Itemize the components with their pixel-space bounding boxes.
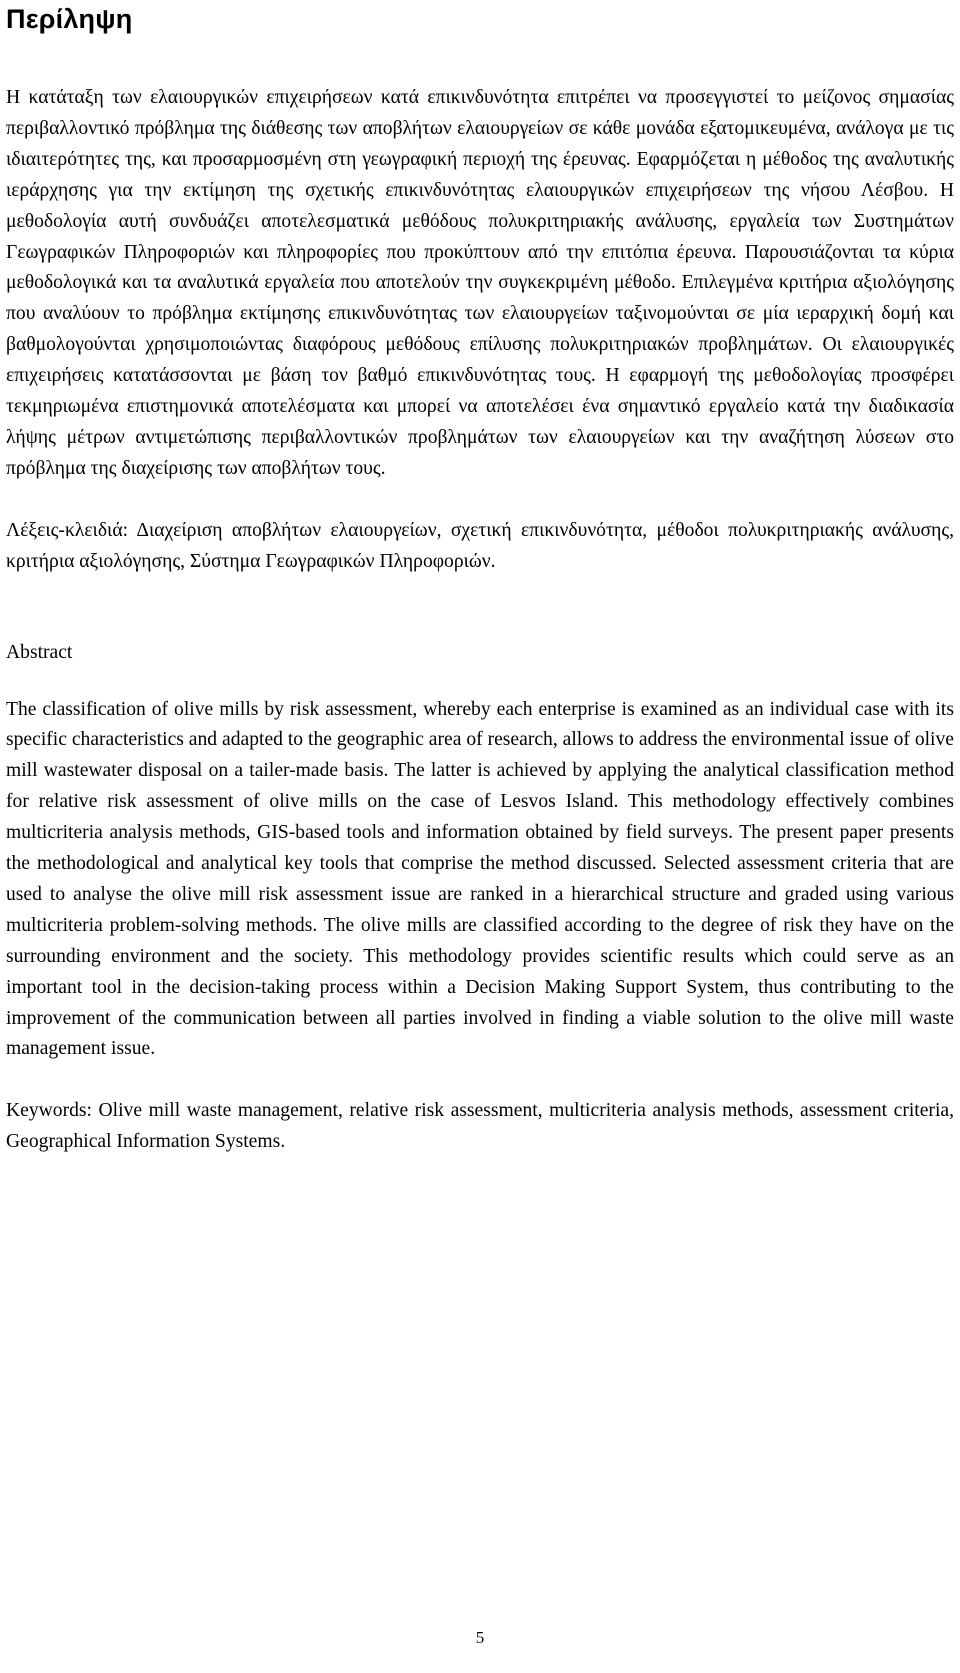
english-abstract-text: The classification of olive mills by risk assessment, whereby each enterprise is examined as an individual case with its specific characteristics and adapted to the geographic area of research, allows to address the environmental issue of olive mill wastewater disposal on a tailer-made basis. The latter is achieved by applying the analytical classification method for relative risk assessment of olive mills on the case of Lesvos Island. This methodology effectively combines multicriteria analysis methods, GIS-based tools and information obtained by field surveys. The present paper presents the methodological and analytical key tools that comprise the method discussed. Selected assessment criteria that are used to analyse the olive mill risk assessment issue are ranked in a hierarchical structure and graded using various multicriteria problem-solving methods. The olive mills are classified according to the degree of risk they have on the surrounding environment and the society. This methodology provides scientific results which could serve as an important tool in the decision-taking process within a Decision Making Support System, thus contributing to the improvement of the communication between all parties involved in finding a viable solution to the olive mill waste management issue. [6,698,954,1060]
english-abstract-heading: Abstract [6,641,73,663]
greek-abstract-text: Η κατάταξη των ελαιουργικών επιχειρήσεων κατά επικινδυνότητα επιτρέπει να προσεγγιστεί το μείζονος σημασίας περιβαλλοντικό πρόβλημα της διάθεσης των αποβλήτων ελαιουργείων σε κάθε μονάδα εξατομικευμένα, ανάλογα με τις ιδιαιτερότητες της, και προσαρμοσμένη στη γεωγραφική περιοχή της έρευνας. Εφαρμόζεται η μέθοδος της αναλυτικής ιεράρχησης για την εκτίμηση της σχετικής επικινδυνότητας ελαιουργικών επιχειρήσεων της νήσου Λέσβου. Η μεθοδολογία αυτή συνδυάζει αποτελεσματικά μεθόδους πολυκριτηριακής ανάλυσης, εργαλεία των Συστημάτων Γεωγραφικών Πληροφοριών και πληροφορίες που προκύπτουν από την επιτόπια έρευνα. Παρουσιάζονται τα κύρια μεθοδολογικά και τα αναλυτικά εργαλεία που αποτελούν την συγκεκριμένη μέθοδο. Επιλεγμένα κριτήρια αξιολόγησης που αναλύουν το πρόβλημα εκτίμησης επικινδυνότητας των ελαιουργείων ταξινομούνται σε μία ιεραρχική δομή και βαθμολογούνται χρησιμοποιώντας διαφόρους μεθόδους επίλυσης πολυκριτηριακών προβλημάτων. Οι ελαιουργικές επιχειρήσεις κατατάσσονται με βάση τον βαθμό επικινδυνότητας τους. Η εφαρμογή της μεθοδολογίας προσφέρει τεκμηριωμένα επιστημονικά αποτελέσματα και μπορεί να αποτελέσει ένα σημαντικό εργαλείο κατά την διαδικασία λήψης μέτρων αντιμετώπισης περιβαλλοντικών προβλημάτων των ελαιουργείων και την αναζήτηση λύσεων στο πρόβλημα της διαχείρισης των αποβλήτων τους. [6,87,954,479]
page-content [6,0,954,1158]
english-keywords: Keywords: Olive mill waste management, relative risk assessment, multicriteria analysis methods, assessment criteria, Geographical Information Systems. [6,1100,954,1153]
greek-keywords: Λέξεις-κλειδιά: Διαχείριση αποβλήτων ελαιουργείων, σχετική επικινδυνότητα, μέθοδοι πολυκριτηριακής ανάλυσης, κριτήρια αξιολόγησης, Σύστημα Γεωγραφικών Πληροφοριών. [6,519,954,572]
greek-abstract-heading: Περίληψη [6,4,133,34]
page-number: 5 [475,1628,485,1647]
